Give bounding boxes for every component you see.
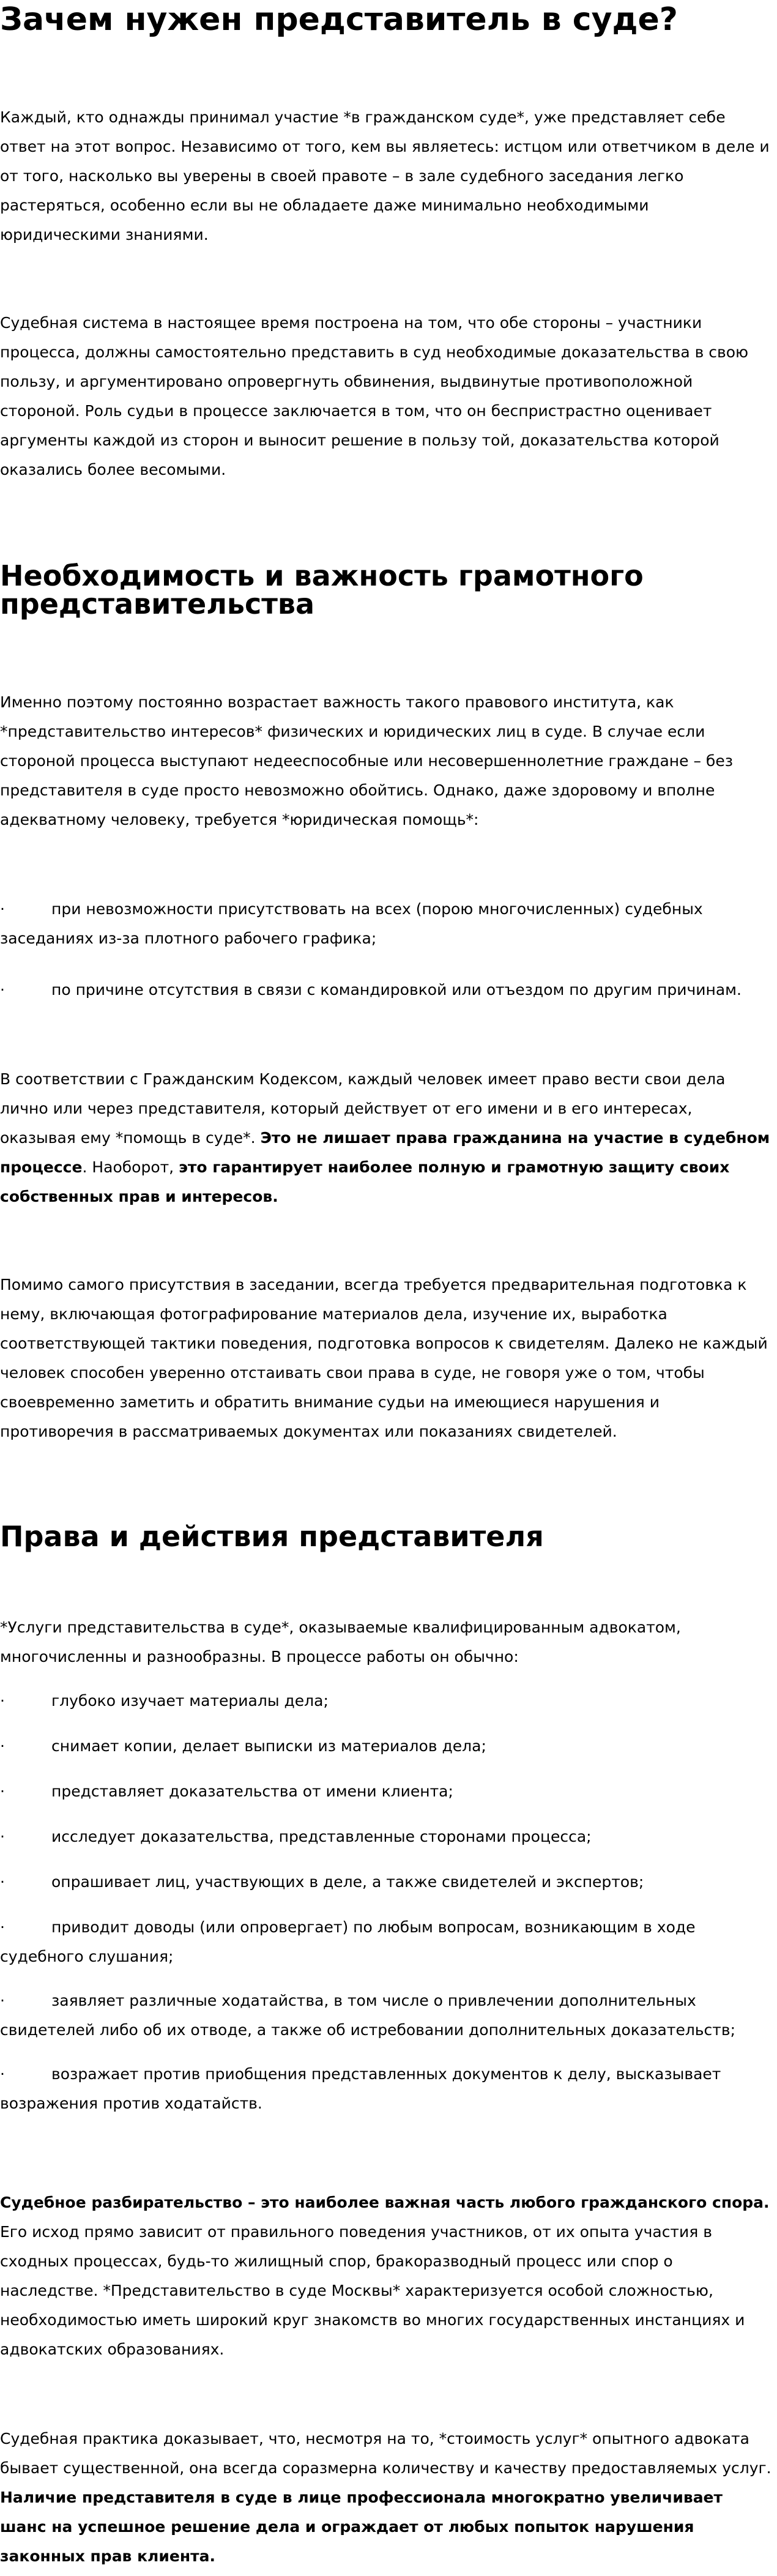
paragraph-text: Судебная практика доказывает, что, несмотря на то, *стоимость услуг* опытного адвоката бывает существенной, она всегда соразмерна количеству и качеству предоставляемых услуг.: [0, 2430, 771, 2477]
list-item: [0, 895, 772, 953]
preparation-paragraph: Помимо самого присутствия в заседании, всегда требуется предварительная подготовка к нему, включающая фотографирование материалов дела, изучение их, выработка соответствующей тактики поведения, подготовка вопросов к свидетелям. Далеко не каждый человек способен уверенно отстаивать свои права в суде, не говоря уже о том, чтобы своевременно заметить и обратить внимание судьи на имеющиеся нарушения и противоречия в рассматриваемых документах или показаниях свидетелей.: [0, 1276, 768, 1440]
trial-paragraph: [0, 2188, 772, 2364]
paragraph-text: . Наоборот,: [82, 1158, 179, 1176]
section-heading-rights: Права и действия представителя: [0, 1520, 544, 1553]
paragraph-bold-text: Судебное разбирательство – это наиболее важная часть любого гражданского спора.: [0, 2194, 770, 2211]
list-item-text: возражает против приобщения представленных документов к делу, высказывает возражения против ходатайств.: [0, 2065, 721, 2112]
paragraph-bold-text: Наличие представителя в суде в лице профессионала многократно увеличивает шанс на успешное решение дела и ограждает от любых попыток нарушения законных прав клиента.: [0, 2489, 723, 2565]
bullet-icon: ·: [0, 1992, 5, 2009]
section-heading-necessity: Необходимость и важность грамотного представительства: [0, 559, 644, 620]
list-item-text: приводит доводы (или опровергает) по любым вопросам, возникающим в ходе судебного слушания;: [0, 1918, 696, 1965]
bullet-icon: ·: [0, 900, 5, 918]
list-item: [0, 1986, 772, 2045]
practice-paragraph: [0, 2424, 772, 2571]
list-item-text: при невозможности присутствовать на всех (порою многочисленных) судебных заседаниях из-за плотного рабочего графика;: [0, 900, 703, 947]
bullet-icon: ·: [0, 1828, 5, 1845]
bullet-icon: ·: [0, 981, 5, 999]
intro-paragraph-1: Каждый, кто однажды принимал участие *в гражданском суде*, уже представляет себе ответ на этот вопрос. Независимо от того, кем вы являетесь: истцом или ответчиком в деле и от того, насколько вы уверены в своей правоте – в зале судебного заседания легко растеряться, особенно если вы не обладаете даже минимально необходимыми юридическими знаниями.: [0, 108, 770, 244]
list-item-text: снимает копии, делает выписки из материалов дела;: [51, 1737, 486, 1755]
list-item-text: исследует доказательства, представленные сторонами процесса;: [51, 1828, 592, 1845]
civil-code-paragraph: [0, 1065, 772, 1212]
paragraph-text: Его исход прямо зависит от правильного поведения участников, от их опыта участия в сходных процессах, будь-то жилищный спор, бракоразводный процесс или спор о наследстве. *Представительство в суде Москвы* характеризуется особой сложностью, необходимостью иметь широкий круг знакомств во многих государственных инстанциях и адвокатских образованиях.: [0, 2223, 745, 2358]
bullet-icon: ·: [0, 1782, 5, 1800]
necessity-paragraph-1: Именно поэтому постоянно возрастает важность такого правового института, как *представительство интересов* физических и юридических лиц в суде. В случае если стороной процесса выступают недееспособные или несовершеннолетние граждане – без представителя в суде просто невозможно обойтись. Однако, даже здоровому и вполне адекватному человеку, требуется *юридическая помощь*:: [0, 693, 734, 828]
page-title: Зачем нужен представитель в суде?: [0, 1, 678, 38]
paragraph-text: В соответствии с Гражданским Кодексом, каждый человек имеет право вести свои дела лично или через представителя, который действует от его имени и в его интересах, оказывая ему *помощь в суде*.: [0, 1070, 726, 1147]
list-item: [0, 1822, 772, 1852]
list-item-text: по причине отсутствия в связи с командировкой или отъездом по другим причинам.: [51, 981, 742, 999]
bullet-icon: ·: [0, 1873, 5, 1891]
list-item: [0, 1913, 772, 1971]
rights-intro-paragraph: *Услуги представительства в суде*, оказываемые квалифицированным адвокатом, многочисленны и разнообразны. В процессе работы он обычно:: [0, 1618, 681, 1666]
bullet-icon: ·: [0, 1692, 5, 1710]
list-item: [0, 975, 772, 1005]
paragraph-bold-text: Это не лишает права гражданина на участие в судебном процессе: [0, 1129, 770, 1176]
bullet-icon: ·: [0, 2065, 5, 2083]
list-item-text: глубоко изучает материалы дела;: [51, 1692, 329, 1710]
list-item-text: опрашивает лиц, участвующих в деле, а также свидетелей и экспертов;: [51, 1873, 644, 1891]
intro-paragraph-2: Судебная система в настоящее время построена на том, что обе стороны – участники процесса, должны самостоятельно представить в суд необходимые доказательства в свою пользу, и аргументировано опровергнуть обвинения, выдвинутые противоположной стороной. Роль судьи в процессе заключается в том, что он беспристрастно оценивает аргументы каждой из сторон и выносит решение в пользу той, доказательства которой оказались более весомыми.: [0, 314, 749, 478]
list-item-text: заявляет различные ходатайства, в том числе о привлечении дополнительных свидетелей либо об их отводе, а также об истребовании дополнительных доказательств;: [0, 1992, 736, 2039]
list-item: [0, 2060, 772, 2118]
list-item: [0, 1732, 772, 1761]
bullet-icon: ·: [0, 1918, 5, 1936]
paragraph-bold-text: это гарантирует наиболее полную и грамотную защиту своих собственных прав и интересов.: [0, 1158, 730, 1205]
list-item: [0, 1867, 772, 1897]
list-item-text: представляет доказательства от имени клиента;: [51, 1782, 453, 1800]
list-item: [0, 1686, 772, 1716]
bullet-icon: ·: [0, 1737, 5, 1755]
list-item: [0, 1777, 772, 1806]
